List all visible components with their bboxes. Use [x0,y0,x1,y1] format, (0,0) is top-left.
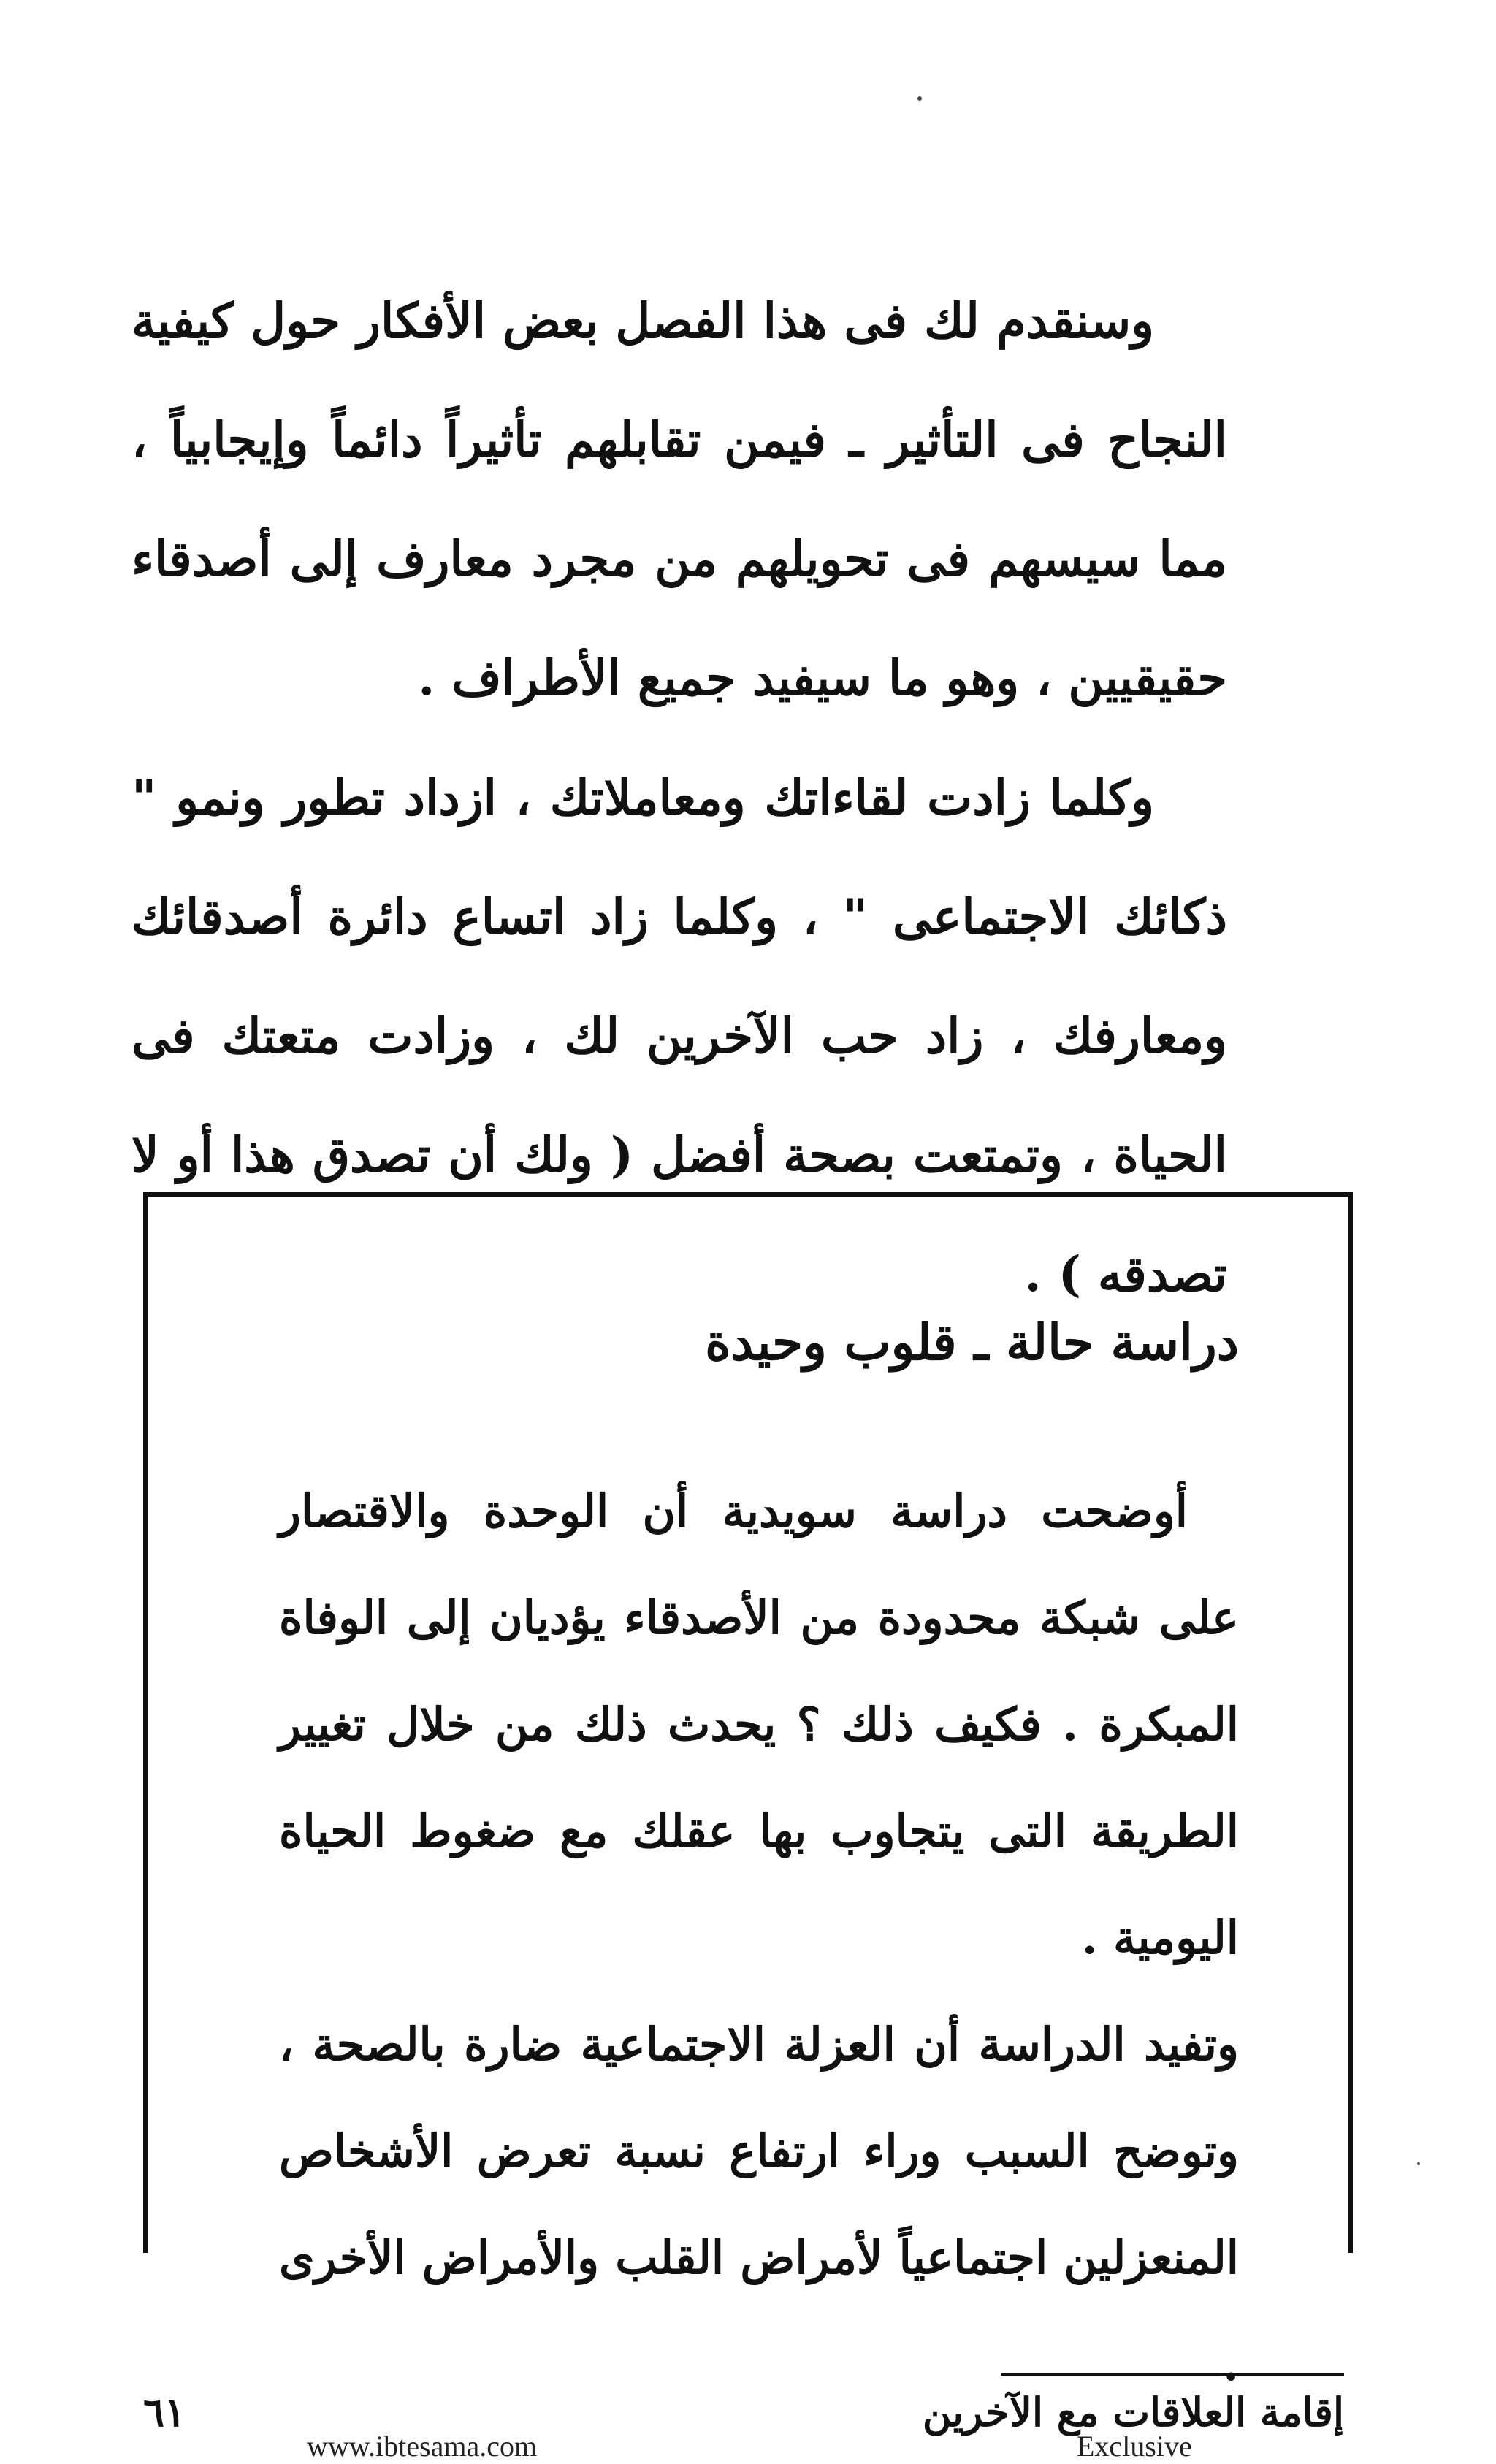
page-number: ٦١ [143,2389,186,2436]
case-study-box [143,1192,1353,2391]
body-paragraph-1 [131,262,1227,738]
case-study-paragraph-2: وتفيد الدراسة أن العزلة الاجتماعية ضارة بالصحة ، وتوضح السبب وراء ارتفاع نسبة تعرض الأشخاص المنعزلين اجتماعياً لأمراض القلب والأمراض الأخرى . [279,2018,1239,2391]
case-study-body [279,1458,1239,2418]
case-study-paragraph-1: أوضحت دراسة سويدية أن الوحدة والاقتصار على شبكة محدودة من الأصدقاء يؤديان إلى الوفاة المبكرة . فكيف ذلك ؟ يحدث ذلك من خلال تغيير الطريقة التى يتجاوب بها عقلك مع ضغوط الحياة اليومية . [279,1484,1239,1964]
scan-speck [917,96,922,101]
scan-speck [1417,2162,1420,2165]
website-link[interactable]: www.ibtesama.com [307,2430,538,2463]
case-study-title: دراسة حالة ـ قلوب وحيدة [705,1313,1239,1372]
body-paragraph-2-text: وكلما زادت لقاءاتك ومعاملاتك ، ازداد تطور ونمو " ذكائك الاجتماعى " ، وكلما زاد اتساع دائرة أصدقائك ومعارفك ، زاد حب الآخرين لك ، وزادت متعتك فى الحياة ، وتمتعت بصحة أفضل ( ولك أن تصدق هذا أو لا تصدقه ) . [131,769,1227,1302]
exclusive-label: Exclusive [1077,2430,1192,2463]
footer-rule [1001,2373,1344,2376]
running-head: إقامة العلاقات مع الآخرين [922,2389,1344,2436]
body-paragraph-1-text: وسنقدم لك فى هذا الفصل بعض الأفكار حول كيفية النجاح فى التأثير ـ فيمن تقابلهم تأثيراً دائماً وإيجابياً ، مما سيسهم فى تحويلهم من مجرد معارف إلى أصدقاء حقيقيين ، وهو ما سيفيد جميع الأطراف . [131,292,1227,706]
